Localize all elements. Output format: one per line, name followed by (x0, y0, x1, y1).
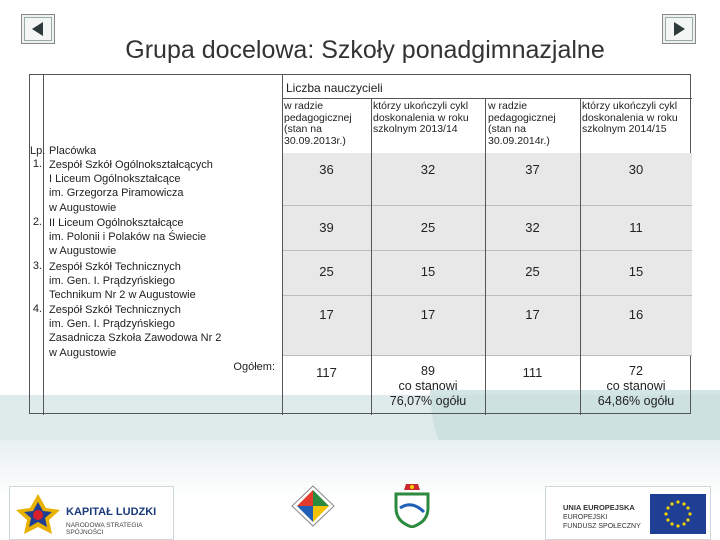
row-divider (282, 250, 692, 251)
school-name: Zespół Szkół Technicznych im. Gen. I. Prądzyńskiego Zasadnicza Szkoła Zawodowa Nr 2 w Augustowie (49, 304, 222, 359)
group-header: Liczba nauczycieli (282, 75, 692, 99)
eu-flag-icon (650, 494, 706, 534)
school-name: II Liceum Ogólnokształcące im. Polonii i Polaków na Świecie w Augustowie (49, 217, 207, 258)
cell-value: 32 (525, 220, 540, 235)
cell-value: 36 (319, 162, 334, 177)
row-shade (282, 153, 692, 205)
placowka-header: Placówka (49, 145, 97, 157)
cell-value: 25 (525, 264, 540, 279)
cell-value: 25 (420, 220, 436, 235)
column-header: którzy ukończyli cykl doskonalenia w roku szkolnym 2014/15 (582, 100, 678, 135)
triangle-right-icon (671, 21, 687, 37)
school-name: Zespół Szkół Technicznych im. Gen. I. Prądzyńskiego Technikum Nr 2 w Augustowie (49, 261, 196, 302)
row-number: 3. (32, 260, 42, 272)
footer-logos (0, 478, 720, 540)
slide-title: Grupa docelowa: Szkoły ponadgimnazjalne (125, 36, 605, 64)
cell-value: 17 (319, 307, 334, 322)
cell-value: 16 (628, 307, 644, 322)
eu-social-fund-logo (545, 486, 711, 540)
row-shade (282, 295, 692, 355)
total-value-with-share: 72 co stanowi 64,86% ogółu (597, 364, 675, 408)
total-value: 111 (522, 365, 543, 380)
total-label: Ogółem: (233, 361, 275, 373)
row-number: 2. (32, 216, 42, 228)
total-value: 117 (316, 365, 337, 380)
lp-column (30, 75, 44, 415)
row-number: 4. (32, 303, 42, 315)
cell-value: 15 (628, 264, 644, 279)
total-value-with-share: 89 co stanowi 76,07% ogółu (389, 364, 467, 408)
column-header: którzy ukończyli cykl doskonalenia w roku szkolnym 2013/14 (373, 100, 469, 135)
cell-value: 25 (319, 264, 334, 279)
row-divider (282, 355, 692, 356)
kapital-ludzki-icon (16, 492, 60, 536)
column-header: w radzie pedagogicznej (stan na 30.09.2013r.) (284, 100, 352, 147)
kl-title: KAPITAŁ LUDZKI (66, 506, 157, 518)
partner-logo-icon (290, 484, 336, 528)
row-number: 1. (32, 158, 42, 170)
cell-value: 30 (628, 162, 644, 177)
teachers-table (29, 74, 691, 414)
kapital-ludzki-logo (9, 486, 174, 540)
school-name: Zespół Szkół Ogólnokształcących I Liceum Ogólnokształcące im. Grzegorza Piramowicza w Augustowie (49, 159, 213, 214)
column-header: w radzie pedagogicznej (stan na 30.09.2014r.) (488, 100, 556, 147)
cell-value: 39 (319, 220, 334, 235)
row-divider (282, 295, 692, 296)
kl-subtitle: NARODOWA STRATEGIA SPÓJNOŚCI (66, 522, 143, 536)
cell-value: 32 (420, 162, 436, 177)
triangle-left-icon (30, 21, 46, 37)
city-coat-of-arms-icon (392, 482, 432, 528)
cell-value: 17 (420, 307, 436, 322)
eu-text: UNIA EUROPEJSKA EUROPEJSKI FUNDUSZ SPOŁECZNY (563, 503, 641, 530)
column-divider (282, 75, 283, 415)
cell-value: 15 (420, 264, 436, 279)
lp-header: Lp. (30, 145, 46, 157)
cell-value: 11 (629, 220, 643, 235)
cell-value: 17 (525, 307, 540, 322)
row-divider (282, 205, 692, 206)
cell-value: 37 (525, 162, 540, 177)
